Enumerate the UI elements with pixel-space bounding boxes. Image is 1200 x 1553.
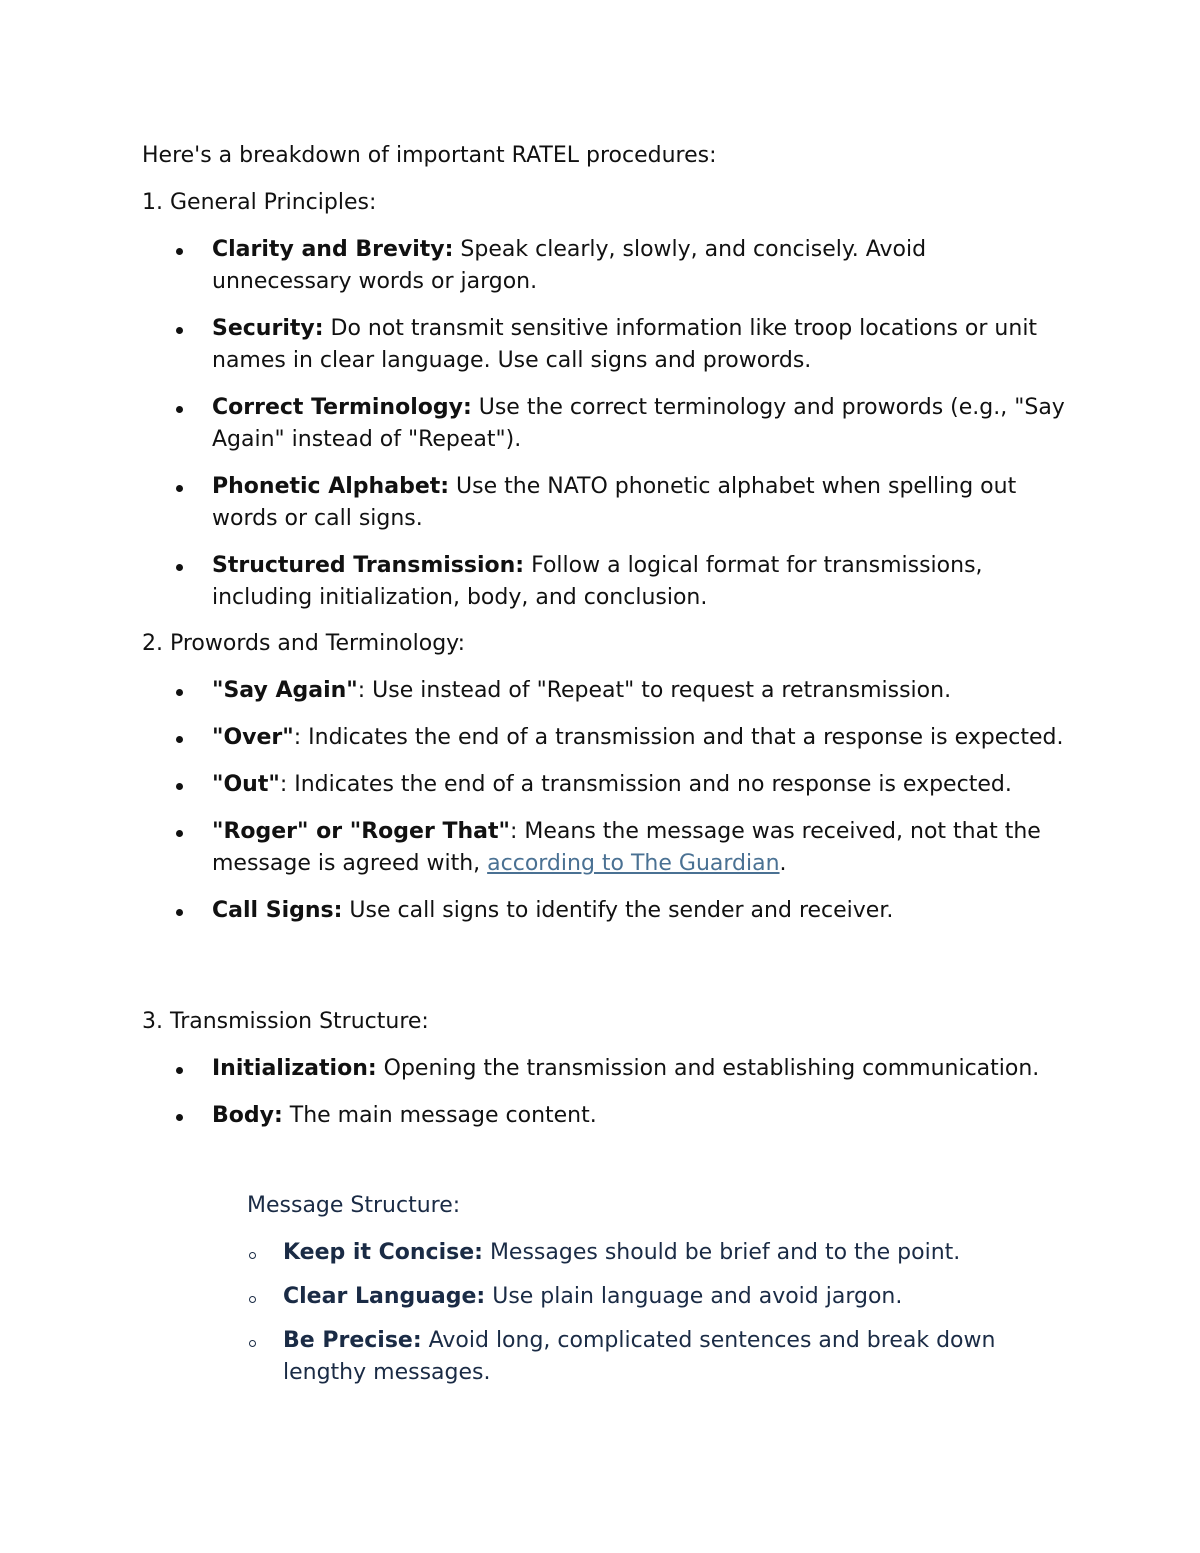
item-term: "Over"	[212, 725, 294, 750]
item-term: Clear Language:	[283, 1284, 486, 1309]
list-item	[172, 550, 1072, 614]
guardian-source-link[interactable]: according to The Guardian	[487, 851, 780, 876]
item-term: Call Signs:	[212, 898, 343, 923]
message-structure-list	[247, 1237, 1067, 1401]
sub-list-item	[247, 1237, 1067, 1269]
bullet-icon	[176, 485, 183, 492]
sub-list-item	[247, 1281, 1067, 1313]
message-structure-heading: Message Structure:	[247, 1193, 461, 1218]
item-text: : Means the message was received, not that the message is agreed with,	[212, 819, 1041, 876]
item-text: Speak clearly, slowly, and concisely. Avoid unnecessary words or jargon.	[212, 237, 927, 294]
item-text: : Use instead of "Repeat" to request a retransmission.	[357, 678, 952, 703]
circle-bullet-icon	[249, 1340, 256, 1347]
list-item	[172, 895, 1072, 927]
bullet-icon	[176, 830, 183, 837]
list-item	[172, 313, 1072, 377]
item-term: Correct Terminology:	[212, 395, 472, 420]
list-item	[172, 722, 1072, 754]
section-heading-prowords: 2. Prowords and Terminology:	[142, 631, 466, 656]
item-text: : Indicates the end of a transmission and that a response is expected.	[293, 725, 1064, 750]
bullet-icon	[176, 736, 183, 743]
item-term: Clarity and Brevity:	[212, 237, 454, 262]
item-text: Use plain language and avoid jargon.	[485, 1284, 903, 1309]
list-item	[172, 769, 1072, 801]
list-item	[172, 234, 1072, 298]
list-item	[172, 392, 1072, 456]
item-text: : Indicates the end of a transmission and no response is expected.	[279, 772, 1012, 797]
intro-text: Here's a breakdown of important RATEL procedures:	[142, 143, 717, 168]
item-text: Use the correct terminology and prowords (e.g., "Say Again" instead of "Repeat").	[212, 395, 1065, 452]
item-term: "Out"	[212, 772, 280, 797]
sub-list-item	[247, 1325, 1067, 1389]
item-term: "Say Again"	[212, 678, 358, 703]
item-text: Messages should be brief and to the point.	[482, 1240, 961, 1265]
item-text: Opening the transmission and establishing communication.	[376, 1056, 1040, 1081]
item-text: Use call signs to identify the sender and receiver.	[342, 898, 894, 923]
section-heading-general-principles: 1. General Principles:	[142, 190, 377, 215]
bullet-icon	[176, 689, 183, 696]
item-text: Avoid long, complicated sentences and break down lengthy messages.	[283, 1328, 996, 1385]
item-term: Keep it Concise:	[283, 1240, 483, 1265]
general-principles-list	[172, 234, 1072, 629]
item-term: Structured Transmission:	[212, 553, 525, 578]
bullet-icon	[176, 327, 183, 334]
item-term: "Roger" or "Roger That"	[212, 819, 510, 844]
item-term: Security:	[212, 316, 324, 341]
bullet-icon	[176, 406, 183, 413]
item-text-end: .	[779, 851, 787, 876]
item-term: Initialization:	[212, 1056, 377, 1081]
list-item	[172, 675, 1072, 707]
circle-bullet-icon	[249, 1296, 256, 1303]
item-text: Use the NATO phonetic alphabet when spelling out words or call signs.	[212, 474, 1017, 531]
list-item	[172, 1053, 1072, 1085]
list-item	[172, 471, 1072, 535]
section-heading-transmission-structure: 3. Transmission Structure:	[142, 1009, 429, 1034]
item-term: Be Precise:	[283, 1328, 422, 1353]
item-term: Phonetic Alphabet:	[212, 474, 450, 499]
bullet-icon	[176, 1067, 183, 1074]
bullet-icon	[176, 909, 183, 916]
bullet-icon	[176, 564, 183, 571]
item-text: The main message content.	[282, 1103, 597, 1128]
prowords-list	[172, 675, 1072, 942]
list-item	[172, 1100, 1072, 1132]
bullet-icon	[176, 1114, 183, 1121]
item-text: Do not transmit sensitive information like troop locations or unit names in clear language. Use call signs and prowords.	[212, 316, 1038, 373]
item-term: Body:	[212, 1103, 283, 1128]
bullet-icon	[176, 248, 183, 255]
list-item	[172, 816, 1072, 880]
transmission-structure-list	[172, 1053, 1072, 1147]
circle-bullet-icon	[249, 1252, 256, 1259]
bullet-icon	[176, 783, 183, 790]
item-text: Follow a logical format for transmissions, including initialization, body, and conclusion.	[212, 553, 983, 610]
